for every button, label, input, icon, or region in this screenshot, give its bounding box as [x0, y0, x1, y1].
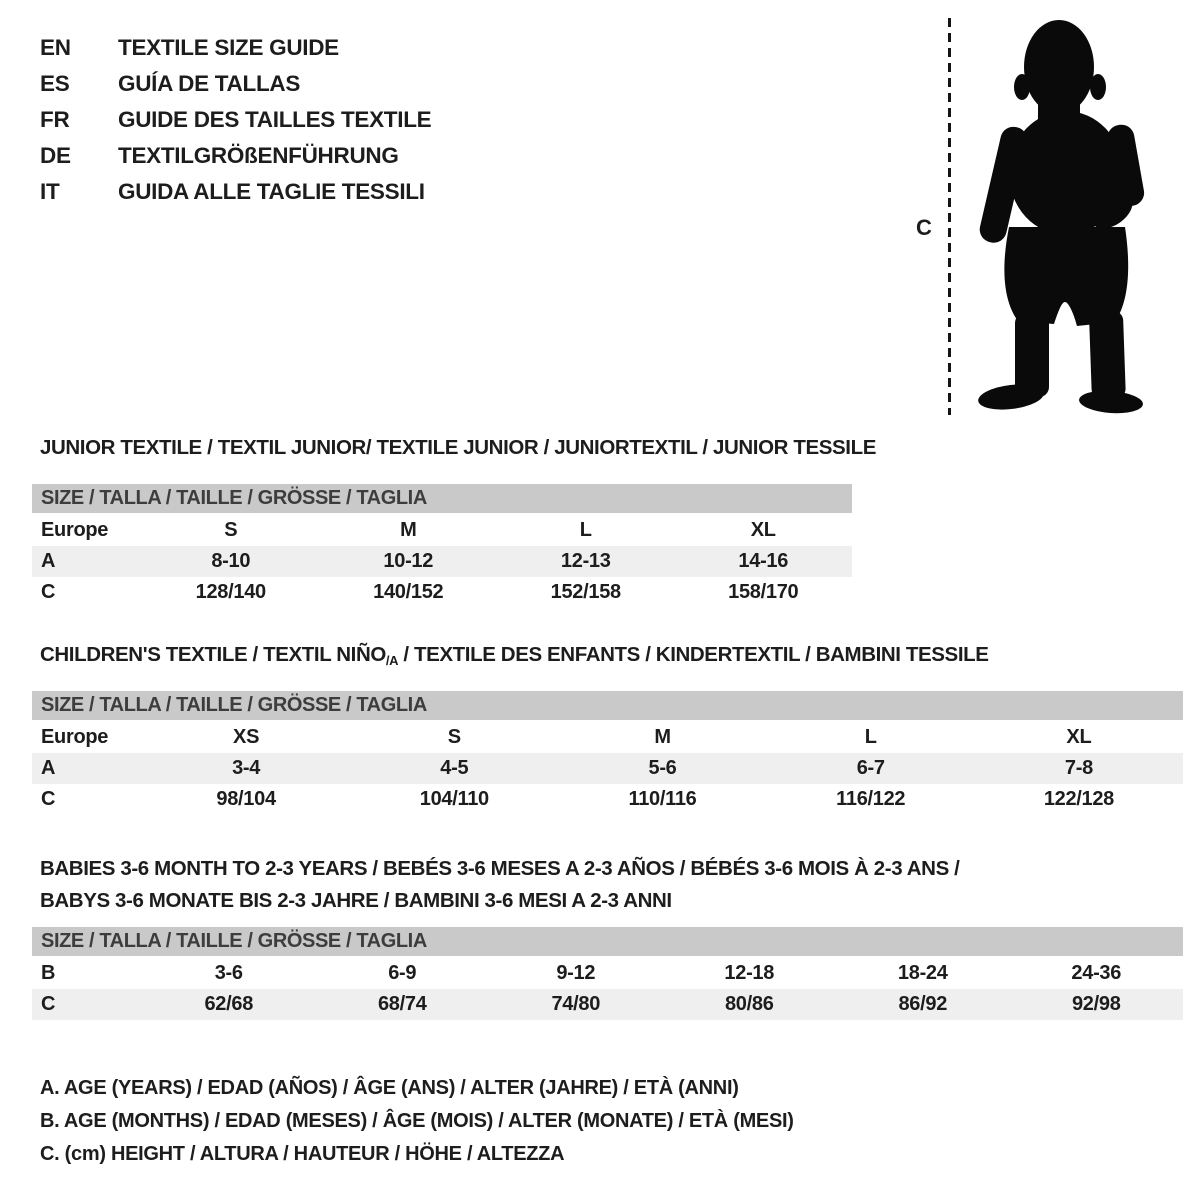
measure-c-label: C: [916, 215, 932, 240]
junior-row-height: [32, 577, 852, 608]
junior-size-table: [32, 484, 852, 608]
language-code-en: EN: [40, 35, 71, 60]
language-code-it: IT: [40, 179, 60, 204]
height-cell: 116/122: [836, 788, 906, 810]
guide-title-it: GUIDA ALLE TAGLIE TESSILI: [118, 179, 425, 204]
babies-row-months: [32, 958, 1183, 989]
height-cell: 86/92: [898, 993, 948, 1015]
size-cell: XS: [233, 726, 260, 748]
silhouette-left-leg: [1015, 313, 1049, 397]
row-label: B: [41, 962, 56, 984]
babies-size-table: [32, 927, 1183, 1020]
height-cell: 122/128: [1043, 788, 1115, 810]
height-cell: 80/86: [724, 993, 774, 1015]
height-cell: 152/158: [550, 581, 621, 603]
age-cell: 5-6: [648, 757, 677, 779]
toddler-silhouette-shapes: [977, 20, 1146, 415]
row-label: C: [41, 788, 56, 810]
row-label: Europe: [41, 726, 109, 748]
row-label: A: [41, 757, 56, 779]
babies-size-header-band: SIZE / TALLA / TAILLE / GRÖSSE / TAGLIA: [32, 927, 1183, 956]
language-code-fr: FR: [40, 107, 70, 132]
row-label: A: [41, 550, 56, 572]
age-cell: 8-10: [211, 550, 251, 572]
row-label: C: [41, 993, 56, 1015]
children-row-age: [32, 753, 1183, 784]
legend-line-c: C. (cm) HEIGHT / ALTURA / HAUTEUR / HÖHE / ALTEZZA: [40, 1143, 565, 1165]
height-cell: 110/116: [628, 788, 697, 810]
size-cell: L: [579, 519, 592, 541]
row-label: C: [41, 581, 56, 603]
children-size-table: [32, 691, 1183, 815]
months-cell: 6-9: [388, 962, 417, 984]
silhouette-right-leg: [1089, 310, 1126, 399]
toddler-silhouette-image: [962, 15, 1157, 415]
children-row-height: [32, 784, 1183, 815]
children-section-title: [40, 643, 989, 668]
silhouette-right-foot: [1078, 389, 1143, 415]
size-cell: M: [400, 519, 417, 541]
babies-row-height: [32, 989, 1183, 1020]
size-cell: XL: [1066, 726, 1092, 748]
silhouette-right-ear: [1090, 74, 1106, 100]
height-measure-figure: [0, 0, 1200, 430]
guide-title-de: TEXTILGRÖßENFÜHRUNG: [118, 143, 399, 168]
language-code-de: DE: [40, 143, 71, 168]
height-cell: 68/74: [377, 993, 427, 1015]
height-cell: 74/80: [551, 993, 601, 1015]
language-code-es: ES: [40, 71, 70, 96]
junior-row-age: [32, 546, 852, 577]
silhouette-left-ear: [1014, 74, 1030, 100]
size-cell: XL: [750, 519, 776, 541]
height-cell: 128/140: [195, 581, 266, 603]
children-row-europe: [32, 722, 1183, 753]
children-title-prefix: CHILDREN'S TEXTILE / TEXTIL NIÑO: [40, 643, 386, 666]
age-cell: 7-8: [1064, 757, 1093, 779]
height-cell: 158/170: [728, 581, 799, 603]
months-cell: 12-18: [724, 962, 775, 984]
height-cell: 62/68: [204, 993, 254, 1015]
height-cell: 140/152: [373, 581, 444, 603]
months-cell: 9-12: [556, 962, 596, 984]
height-cell: 104/110: [419, 788, 489, 810]
size-cell: S: [224, 519, 238, 541]
months-cell: 18-24: [897, 962, 948, 984]
height-cell: 92/98: [1071, 993, 1121, 1015]
babies-title-line-2: BABYS 3-6 MONATE BIS 2-3 JAHRE / BAMBINI 3-6 MESI A 2-3 ANNI: [40, 889, 672, 912]
children-title-suffix: / TEXTILE DES ENFANTS / KINDERTEXTIL / BAMBINI TESSILE: [398, 643, 989, 666]
height-dashed-line: [948, 18, 951, 415]
age-cell: 4-5: [440, 757, 469, 779]
guide-title-fr: GUIDE DES TAILLES TEXTILE: [118, 107, 432, 132]
legend-line-b: B. AGE (MONTHS) / EDAD (MESES) / ÂGE (MOIS) / ALTER (MONATE) / ETÀ (MESI): [40, 1110, 794, 1132]
size-cell: L: [864, 726, 877, 748]
age-cell: 3-4: [232, 757, 261, 779]
age-cell: 6-7: [856, 757, 885, 779]
months-cell: 3-6: [214, 962, 243, 984]
babies-title-line-1: BABIES 3-6 MONTH TO 2-3 YEARS / BEBÉS 3-6 MESES A 2-3 AÑOS / BÉBÉS 3-6 MOIS À 2-3 ANS /: [40, 857, 960, 880]
size-cell: S: [447, 726, 461, 748]
size-cell: M: [654, 726, 671, 748]
legend-line-a: A. AGE (YEARS) / EDAD (AÑOS) / ÂGE (ANS) / ALTER (JAHRE) / ETÀ (ANNI): [40, 1077, 739, 1099]
row-label: Europe: [41, 519, 109, 541]
junior-section-title: JUNIOR TEXTILE / TEXTIL JUNIOR/ TEXTILE JUNIOR / JUNIORTEXTIL / JUNIOR TESSILE: [40, 436, 876, 459]
months-cell: 24-36: [1071, 962, 1122, 984]
junior-row-europe: [32, 515, 852, 546]
guide-title-en: TEXTILE SIZE GUIDE: [118, 35, 339, 60]
measurement-legend: [40, 1072, 794, 1171]
silhouette-head: [1024, 20, 1094, 114]
age-cell: 10-12: [383, 550, 434, 572]
children-size-header-band: SIZE / TALLA / TAILLE / GRÖSSE / TAGLIA: [32, 691, 1183, 720]
babies-section-title: [40, 853, 959, 917]
age-cell: 14-16: [738, 550, 789, 572]
age-cell: 12-13: [560, 550, 611, 572]
guide-title-es: GUÍA DE TALLAS: [118, 71, 301, 96]
junior-size-header-band: SIZE / TALLA / TAILLE / GRÖSSE / TAGLIA: [32, 484, 852, 513]
children-title-subscript: /A: [385, 653, 399, 668]
height-cell: 98/104: [216, 788, 276, 810]
